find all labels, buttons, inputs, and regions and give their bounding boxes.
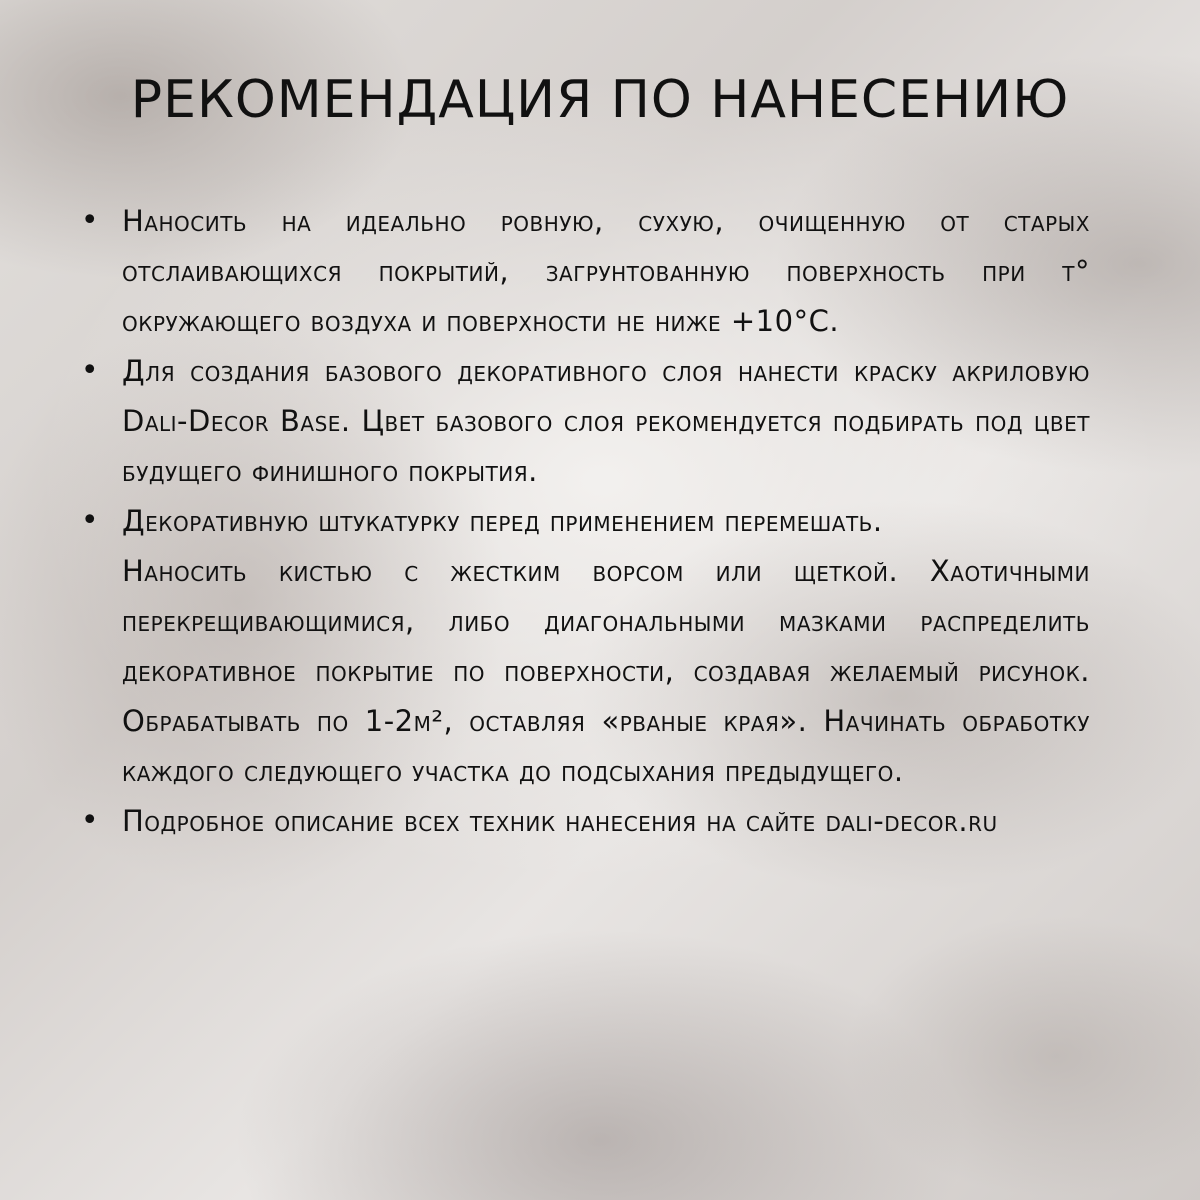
list-item-text: Подробное описание всех техник нанесения на сайте dali-decor.ru [122, 804, 998, 838]
list-item [80, 346, 1090, 496]
bullet-icon: • [80, 203, 100, 238]
list-item-text: Для создания базового декоративного слоя нанести краску акриловую Dali-Decor Base. Цвет базового слоя рекомендуется подбирать под цвет будущего финишного покрытия. [122, 354, 1090, 488]
list-item-text: Декоративную штукатурку перед применением перемешать. [122, 504, 883, 538]
list-item [80, 196, 1090, 346]
bullet-icon: • [80, 353, 100, 388]
bullet-icon: • [80, 503, 100, 538]
list-item-text: Наносить на идеально ровную, сухую, очищенную от старых отслаивающихся покрытий, загрунтованную поверхность при t° окружающего воздуха и поверхности не ниже +10°С. [122, 204, 1090, 338]
page-title: РЕКОМЕНДАЦИЯ ПО НАНЕСЕНИЮ [130, 70, 1070, 130]
list-item [80, 496, 1090, 796]
instructions-list [80, 196, 1090, 846]
list-item-continuation-text: Наносить кистью с жестким ворсом или щеткой. Хаотичными перекрещивающимися, либо диагональными мазками распределить декоративное покрытие по поверхности, создавая желаемый рисунок. Обрабатывать по 1-2м², оставляя «рваные края». Начинать обработку каждого следующего участка до подсыхания предыдущего. [122, 554, 1090, 788]
list-item [80, 796, 1090, 846]
bullet-icon: • [80, 803, 100, 838]
